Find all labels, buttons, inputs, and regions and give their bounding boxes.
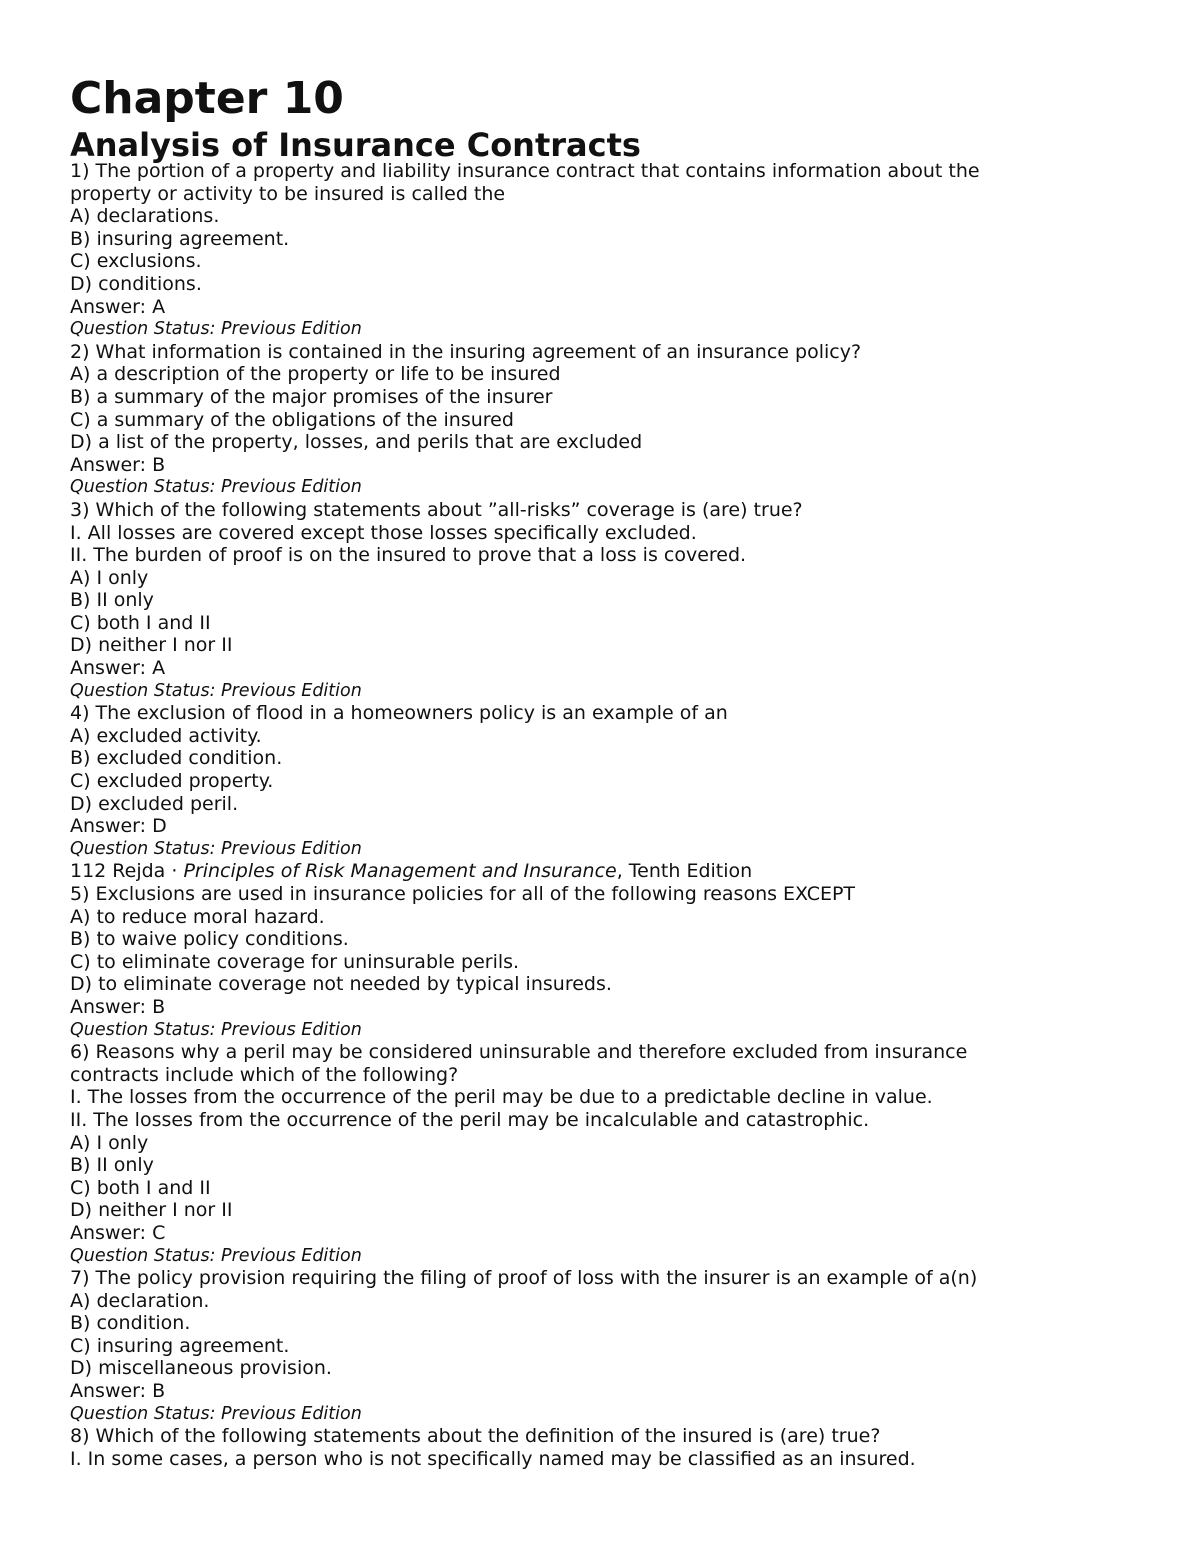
chapter-title: Chapter 10 bbox=[70, 73, 344, 124]
question-status: Question Status: Previous Edition bbox=[70, 838, 362, 859]
answer-option: C) insuring agreement. bbox=[70, 1334, 290, 1357]
answer-option: B) to waive policy conditions. bbox=[70, 928, 349, 951]
question-stem-line: 3) Which of the following statements about ”all-risks” coverage is (are) true? bbox=[70, 498, 803, 521]
question-stem-line: I. All losses are covered except those losses specifically excluded. bbox=[70, 521, 697, 544]
footer-book-title: Principles of Risk Management and Insurance bbox=[183, 860, 617, 883]
question-stem-line: II. The losses from the occurrence of the peril may be incalculable and catastrophic. bbox=[70, 1108, 870, 1131]
document-page bbox=[70, 74, 1130, 1470]
answer-option: C) to eliminate coverage for uninsurable perils. bbox=[70, 950, 520, 973]
answer-option: A) a description of the property or life to be insured bbox=[70, 363, 561, 386]
question-status: Question Status: Previous Edition bbox=[70, 1403, 362, 1424]
question-block bbox=[70, 341, 1130, 499]
question-block bbox=[70, 499, 1130, 702]
question-block bbox=[70, 1041, 1130, 1267]
answer-key: Answer: C bbox=[70, 1221, 166, 1244]
answer-option: D) excluded peril. bbox=[70, 792, 239, 815]
answer-option: A) I only bbox=[70, 566, 149, 589]
question-block bbox=[70, 702, 1130, 860]
question-block bbox=[70, 883, 1130, 1041]
answer-option: B) insuring agreement. bbox=[70, 227, 290, 250]
question-stem-line: I. In some cases, a person who is not specifically named may be classified as an insured. bbox=[70, 1447, 916, 1470]
answer-option: D) miscellaneous provision. bbox=[70, 1357, 332, 1380]
answer-key: Answer: A bbox=[70, 657, 166, 680]
question-status: Question Status: Previous Edition bbox=[70, 1019, 362, 1040]
answer-option: D) a list of the property, losses, and perils that are excluded bbox=[70, 431, 643, 454]
question-status: Question Status: Previous Edition bbox=[70, 477, 362, 498]
answer-option: A) declaration. bbox=[70, 1289, 210, 1312]
question-stem-line: I. The losses from the occurrence of the peril may be due to a predictable decline in value. bbox=[70, 1086, 933, 1109]
question-stem-line: 6) Reasons why a peril may be considered uninsurable and therefore excluded from insurance bbox=[70, 1041, 968, 1064]
question-block bbox=[70, 1425, 1130, 1470]
answer-option: C) both I and II bbox=[70, 1176, 211, 1199]
question-status: Question Status: Previous Edition bbox=[70, 319, 362, 340]
question-stem-line: 8) Which of the following statements about the definition of the insured is (are) true? bbox=[70, 1425, 881, 1448]
answer-key: Answer: B bbox=[70, 453, 166, 476]
question-stem-line: 7) The policy provision requiring the filing of proof of loss with the insurer is an example of a(n) bbox=[70, 1267, 978, 1290]
question-stem-line: 1) The portion of a property and liability insurance contract that contains information about the bbox=[70, 160, 980, 182]
answer-option: A) to reduce moral hazard. bbox=[70, 905, 325, 928]
footer-prefix: 112 Rejda · bbox=[70, 860, 184, 883]
page-footer bbox=[70, 860, 1130, 883]
answer-option: C) exclusions. bbox=[70, 250, 202, 273]
answer-option: C) excluded property. bbox=[70, 770, 274, 793]
question-status: Question Status: Previous Edition bbox=[70, 1245, 362, 1266]
question-block bbox=[70, 160, 1130, 341]
answer-option: C) both I and II bbox=[70, 611, 211, 634]
question-stem-line: 5) Exclusions are used in insurance policies for all of the following reasons EXCEPT bbox=[70, 883, 856, 905]
footer-suffix: , Tenth Edition bbox=[616, 860, 753, 883]
answer-option: B) II only bbox=[70, 589, 154, 612]
answer-key: Answer: A bbox=[70, 295, 166, 318]
answer-option: B) condition. bbox=[70, 1312, 191, 1335]
answer-option: C) a summary of the obligations of the insured bbox=[70, 408, 514, 431]
answer-option: A) declarations. bbox=[70, 205, 220, 228]
question-stem-line: 2) What information is contained in the insuring agreement of an insurance policy? bbox=[70, 340, 862, 363]
question-stem-line: II. The burden of proof is on the insured to prove that a loss is covered. bbox=[70, 544, 747, 567]
answer-key: Answer: D bbox=[70, 815, 167, 838]
answer-option: B) II only bbox=[70, 1154, 154, 1177]
answer-option: B) a summary of the major promises of the insurer bbox=[70, 385, 553, 408]
question-stem-line: 4) The exclusion of flood in a homeowners policy is an example of an bbox=[70, 702, 728, 725]
answer-option: D) neither I nor II bbox=[70, 634, 233, 657]
answer-option: D) neither I nor II bbox=[70, 1199, 233, 1222]
chapter-subtitle: Analysis of Insurance Contracts bbox=[70, 126, 641, 164]
answer-option: D) conditions. bbox=[70, 272, 202, 295]
answer-option: A) I only bbox=[70, 1131, 149, 1154]
question-stem-line: contracts include which of the following? bbox=[70, 1063, 459, 1086]
question-stem-line: property or activity to be insured is called the bbox=[70, 182, 506, 205]
answer-option: A) excluded activity. bbox=[70, 724, 262, 747]
question-status: Question Status: Previous Edition bbox=[70, 680, 362, 701]
answer-option: B) excluded condition. bbox=[70, 747, 283, 770]
answer-option: D) to eliminate coverage not needed by typical insureds. bbox=[70, 973, 612, 996]
question-block bbox=[70, 1267, 1130, 1425]
answer-key: Answer: B bbox=[70, 995, 166, 1018]
answer-key: Answer: B bbox=[70, 1380, 166, 1403]
